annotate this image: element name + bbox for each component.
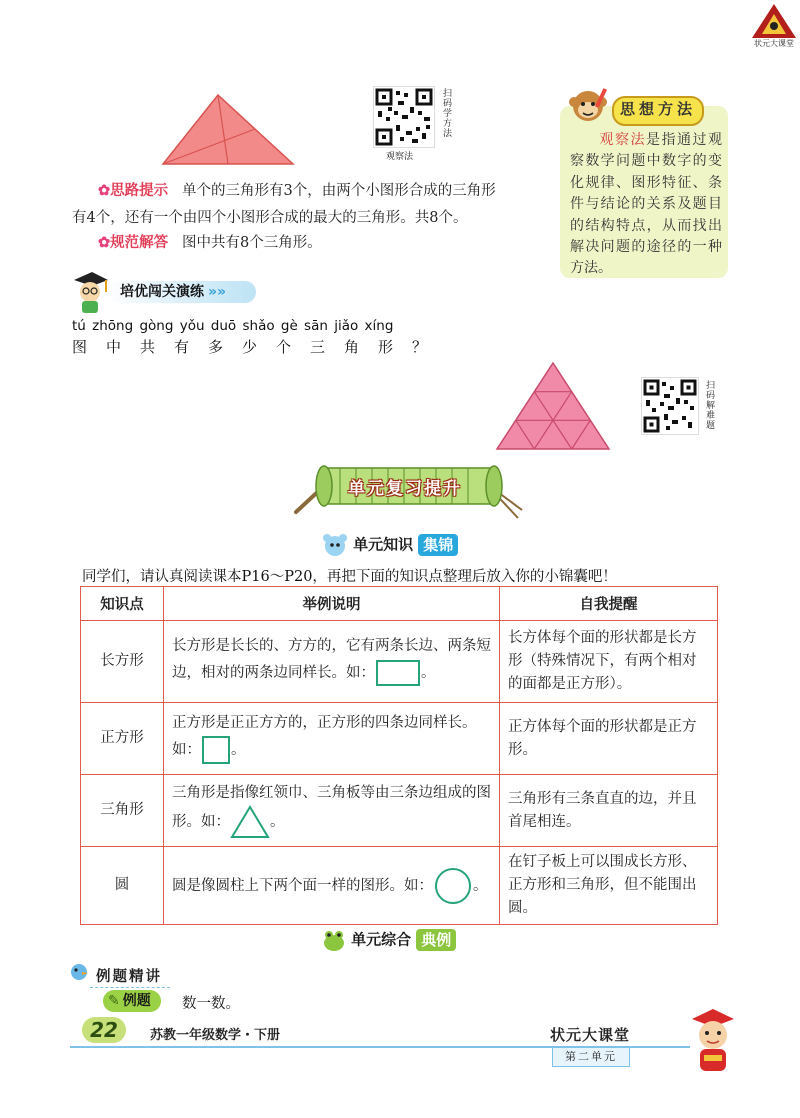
rectangle-shape-icon	[375, 658, 421, 688]
row-example-text: 圆是像圆柱上下两个面一样的图形。如：	[172, 877, 433, 894]
row-example-text: 长方形是长长的、方方的，它有两条长边、两条短边，相对的两条边同样长。如：	[172, 638, 491, 681]
table-header: 知识点	[81, 587, 164, 621]
qr-caption: 观察法	[386, 152, 414, 162]
scholar-mascot-icon	[68, 270, 110, 314]
knowledge-heading	[322, 532, 458, 558]
monkey-mascot-icon	[566, 84, 610, 126]
divided-triangle-figure	[160, 92, 296, 168]
unit-review-banner: 单元复习提升	[348, 479, 462, 499]
flower-icon: ✿	[98, 182, 111, 199]
table-header: 举例说明	[164, 587, 500, 621]
hint-line1	[98, 181, 496, 201]
table-row	[81, 847, 718, 925]
row-example	[164, 775, 500, 847]
unit-tag: 第二单元	[552, 1047, 630, 1067]
row-name: 圆	[81, 847, 164, 925]
hint-text-1: 单个的三角形有3个，由两个小图形合成的三角形	[181, 183, 496, 199]
qr-code-icon[interactable]	[373, 86, 435, 148]
hint-line2: 有4个，还有一个由四个小图形合成的最大的三角形。共8个。	[72, 210, 468, 226]
row-reminder: 在钉子板上可以围成长方形、正方形和三角形，但不能围出圆。	[500, 847, 718, 925]
combo-heading	[322, 928, 456, 952]
scholar-kid-mascot-icon	[682, 1005, 744, 1075]
table-row	[81, 775, 718, 847]
row-example-tail: 。	[421, 665, 436, 681]
example-tag	[103, 990, 161, 1012]
row-example-text: 三角形是指像红领巾、三角板等由三条边组成的图形。如：	[172, 785, 491, 830]
knowledge-intro: 同学们，请认真阅读课本P16～P20，再把下面的知识点整理后放入你的小锦囊吧！	[82, 569, 617, 585]
corner-logo-text: 状元大课堂	[754, 39, 794, 48]
triangle-grid-figure	[494, 360, 612, 452]
hint-label: 思路提示	[110, 183, 169, 199]
knowledge-title: 单元知识	[353, 535, 414, 554]
qr-side-label: 扫码解难题	[704, 380, 714, 430]
book-title: 苏教一年级数学・下册	[150, 1028, 281, 1043]
drill-banner	[108, 281, 256, 303]
thinking-method-keyword: 观察法	[598, 132, 646, 148]
row-name: 长方形	[81, 621, 164, 703]
mascot-icon	[322, 532, 348, 558]
row-example-tail: 。	[231, 742, 246, 758]
table-row	[81, 703, 718, 775]
thinking-method-title: 思想方法	[612, 96, 704, 126]
example-label: 例题	[122, 993, 151, 1009]
row-reminder: 正方体每个面的形状都是正方形。	[500, 703, 718, 775]
answer-text: 图中共有8个三角形。	[181, 235, 322, 251]
example-section-title: 例题精讲	[90, 965, 170, 988]
bird-mascot-icon	[68, 960, 90, 984]
mountain-logo-icon	[748, 2, 800, 42]
combo-title: 单元综合	[351, 930, 412, 949]
example-text: 数一数。	[182, 996, 240, 1012]
pencil-icon: ✎	[108, 993, 120, 1009]
row-reminder: 长方体每个面的形状都是长方形（特殊情况下，有两个相对的面都是正方形）。	[500, 621, 718, 703]
table-row	[81, 621, 718, 703]
triangle-shape-icon	[230, 805, 270, 839]
row-example	[164, 703, 500, 775]
question-pinyin: tú zhōng gòng yǒu duō shǎo gè sān jiǎo xíng	[72, 318, 394, 334]
qr-side-label: 扫码学方法	[441, 88, 451, 138]
row-example	[164, 847, 500, 925]
thinking-method-text: 是指通过观察数学问题中数字的变化规律、图形特征、条件与结论的关系及题目的结构特点，从而找出解决问题的途径的一种方法。	[570, 132, 722, 277]
answer-label: 规范解答	[110, 235, 169, 251]
knowledge-table	[80, 586, 718, 925]
circle-shape-icon	[433, 866, 473, 906]
row-example-text: 正方形是正正方方的，正方形的四条边同样长。如：	[172, 715, 477, 758]
qr-code-icon[interactable]	[641, 377, 699, 435]
answer-line	[98, 233, 322, 253]
knowledge-tag: 集锦	[418, 534, 458, 556]
table-header-row	[81, 587, 718, 621]
flower-icon: ✿	[98, 234, 111, 251]
double-chevron-icon: »»	[208, 284, 227, 300]
series-title: 状元大课堂	[550, 1026, 631, 1044]
row-name: 三角形	[81, 775, 164, 847]
thinking-method-body	[570, 130, 722, 280]
page-number: 22	[82, 1017, 126, 1043]
row-example-tail: 。	[473, 877, 488, 894]
row-reminder: 三角形有三条直直的边，并且首尾相连。	[500, 775, 718, 847]
row-example-tail: 。	[270, 814, 285, 830]
question-text: 图中共有多少个三角形？	[72, 338, 447, 356]
frog-mascot-icon	[322, 928, 346, 952]
row-example	[164, 621, 500, 703]
combo-tag: 典例	[416, 929, 456, 951]
row-name: 正方形	[81, 703, 164, 775]
drill-title: 培优闯关演练	[120, 284, 204, 300]
table-header: 自我提醒	[500, 587, 718, 621]
square-shape-icon	[201, 735, 231, 765]
